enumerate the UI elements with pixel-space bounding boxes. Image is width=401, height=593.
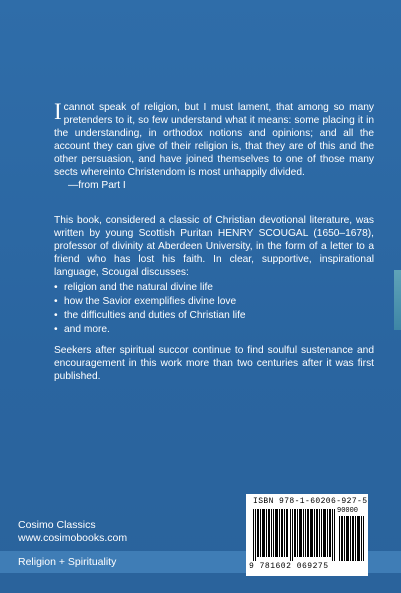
opening-quote <box>54 101 374 192</box>
barcode-bars <box>253 509 335 561</box>
book-description: This book, considered a classic of Christian devotional literature, was written by young Scottish Puritan HENRY SCOUGAL (1650–1678), professor of divinity at Aberdeen University, in the form of a letter to a friend who has lost his faith. In clear, supportive, inspirational language, Scougal discusses: <box>54 215 374 278</box>
genre-label: Religion + Spirituality <box>18 556 117 568</box>
isbn-text: ISBN 978-1-60206-927-5 <box>253 497 368 506</box>
barcode-number: 9 781602 069275 <box>249 562 329 571</box>
barcode <box>246 494 368 576</box>
closing-paragraph: Seekers after spiritual succor continue to find soulful sustenance and encouragement in this work more than two centuries after it was first published. <box>54 345 374 382</box>
list-item: • and more. <box>54 323 374 337</box>
quote-source: —from Part I <box>68 180 126 191</box>
publisher-block <box>18 519 127 545</box>
edge-color-strip <box>394 270 401 330</box>
quote-text: cannot speak of religion, but I must lament, that among so many pretenders to it, so few understand what it means: some placing it in the understanding, in orthodox notions and opinions; and all the account they can give of their religion is, that they are of this and the other persuasion, and have joined themselves to one of those many sects whereinto Christendom is most unhappily divided. <box>54 102 374 178</box>
publisher-name: Cosimo Classics <box>18 519 96 531</box>
list-item: • how the Savior exemplifies divine love <box>54 295 374 309</box>
topic-list <box>54 281 374 337</box>
quote-dropcap: I <box>54 99 62 124</box>
addon-code: 90000 <box>337 507 359 515</box>
list-item: • religion and the natural divine life <box>54 281 374 295</box>
list-item: • the difficulties and duties of Christian life <box>54 309 374 323</box>
addon-barcode-bars <box>339 516 364 561</box>
publisher-url: www.cosimobooks.com <box>18 532 128 544</box>
